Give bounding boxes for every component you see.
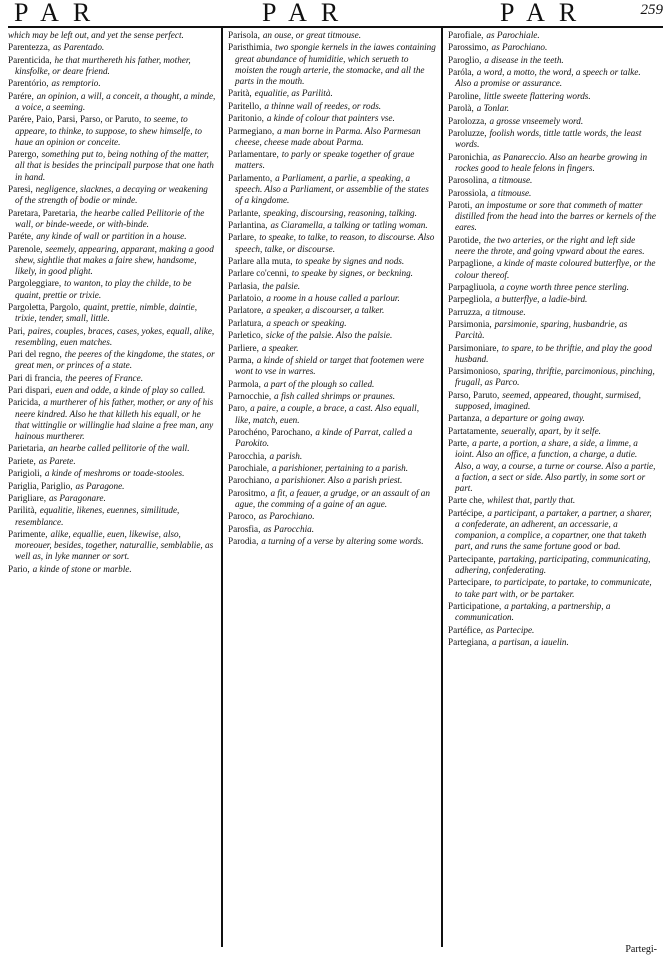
dictionary-entry <box>8 91 216 113</box>
entry-definition: a kinde of colour that painters vse. <box>266 113 395 124</box>
entry-definition: as Parochiano. <box>491 42 548 53</box>
dictionary-entry <box>8 529 216 563</box>
dictionary-entry <box>8 302 216 324</box>
entry-definition: equalitie, likenes, euennes, similitude, resemblance. <box>15 505 180 527</box>
entry-headword: Parmegiano, <box>228 125 275 136</box>
dictionary-entry <box>448 188 656 199</box>
entry-headword: Parlare alla muta, <box>228 255 293 266</box>
entry-definition: as remptorio. <box>51 78 101 89</box>
page-number: 259 <box>640 2 663 18</box>
entry-headword: Participatione, <box>448 601 502 611</box>
dictionary-entry <box>8 373 216 384</box>
dictionary-entry <box>448 103 656 114</box>
catchword: Partegi- <box>625 944 657 955</box>
dictionary-entry <box>228 318 436 329</box>
entry-definition: negligence, slacknes, a decaying or weakening of the strength of bodie or minde. <box>15 183 208 206</box>
entry-headword: Partegiana, <box>448 636 490 647</box>
entry-headword: Paroline, <box>448 90 481 101</box>
entry-definition: foolish words, tittle tattle words, the least words. <box>455 127 642 150</box>
dictionary-entry <box>8 42 216 53</box>
entry-definition: a part of the plough so called. <box>263 378 375 389</box>
dictionary-entry <box>228 220 436 231</box>
dictionary-entry <box>228 305 436 316</box>
entry-definition: an impostume or sore that commeth of matter distilled from the head into the barres or kernels of the eares. <box>455 199 656 233</box>
entry-definition: a kinde of meshroms or toade-stooles. <box>44 468 185 479</box>
entry-headword: Parpaglione, <box>448 258 495 269</box>
dictionary-entry <box>8 397 216 442</box>
dictionary-entry <box>228 173 436 207</box>
entry-headword: Parma, <box>228 355 254 366</box>
entry-definition: a paire, a couple, a brace, a cast. Also equall, like, match, euen. <box>235 403 419 425</box>
entry-headword: Parosolina, <box>448 175 490 186</box>
dictionary-entry <box>8 326 216 348</box>
column-divider-left <box>221 27 223 947</box>
entry-headword: Parolà, <box>448 103 474 114</box>
entry-definition: which may be left out, and yet the sense perfect. <box>8 30 184 40</box>
entry-definition: a kinde of shield or target that footemen were wont to vse in warres. <box>235 355 424 377</box>
dictionary-entry <box>228 268 436 279</box>
entry-definition: as Parete. <box>38 455 76 466</box>
entry-definition: a parish. <box>269 450 303 461</box>
entry-definition: to participate, to partake, to communicate, to take part with, or be partaker. <box>455 577 652 599</box>
entry-headword: Partanza, <box>448 413 482 424</box>
entry-headword: Parsimonioso, <box>448 366 501 377</box>
entry-headword: Parlantina, <box>228 219 268 230</box>
entry-definition: a speach or speaking. <box>266 317 347 328</box>
entry-headword: Parpagliuola, <box>448 281 497 292</box>
dictionary-entry <box>448 55 656 66</box>
dictionary-entry <box>8 149 216 183</box>
dictionary-entry <box>228 427 436 449</box>
entry-definition: a thinne wall of reedes, or rods. <box>264 100 382 111</box>
entry-definition: as Paragone. <box>75 480 125 491</box>
entry-definition: sparing, thriftie, parcimonious, pinching, frugall, as Parco. <box>455 366 655 388</box>
entry-headword: Parenole, <box>8 243 43 254</box>
entry-headword: Parso, Paruto, <box>448 389 500 400</box>
entry-definition: a Parliament, a parlie, a speaking, a speech. Also a Parliament, or assemblie of the states of a kingdome. <box>235 172 429 206</box>
dictionary-entry <box>8 114 216 148</box>
dictionary-entry <box>228 391 436 402</box>
entry-headword: Parigliare, <box>8 493 47 504</box>
entry-headword: Parotide, <box>448 234 481 245</box>
entry-definition: any kinde of wall or partition in a house. <box>36 231 187 242</box>
dictionary-entry <box>8 443 216 454</box>
entry-definition: a Tonlar. <box>476 103 510 114</box>
dictionary-entry <box>8 30 216 41</box>
entry-definition: a man borne in Parma. Also Parmesan cheese, cheese made about Parma. <box>235 125 421 147</box>
entry-headword: Parruzza, <box>448 306 483 317</box>
entry-headword: Partecipare, <box>448 577 492 588</box>
running-header <box>0 0 669 26</box>
entry-headword: Partécipe, <box>448 507 485 518</box>
entry-definition: alike, equallie, euen, likewise, also, moreouer, besides, together, naturallie, semblablie, as well as, in lyke manner or sort. <box>15 529 214 562</box>
entry-definition: a disease in the teeth. <box>484 54 564 65</box>
dictionary-entry <box>448 426 656 437</box>
entry-definition: a fit, a feauer, a grudge, or an assault of an ague, the comming of a gaine of an ague. <box>235 487 430 509</box>
entry-definition: the palsie. <box>262 280 301 291</box>
entry-definition: euen and odde, a kinde of play so called. <box>55 385 206 396</box>
entry-headword: Parochéno, Parochano, <box>228 427 313 438</box>
entry-definition: he that murthereth his father, mother, kinsfolke, or deare friend. <box>15 54 191 76</box>
entry-definition: to wanton, to play the childe, to be quaint, prettie or trixie. <box>15 278 192 300</box>
entry-headword: Paroglio, <box>448 54 482 65</box>
entry-definition: as Parochiano. <box>258 511 315 522</box>
entry-headword: Parsimoniare, <box>448 342 499 353</box>
entry-definition: a grosse vnseemely word. <box>489 115 584 126</box>
entry-headword: Parére, Paio, Parsi, Parso, or Paruto, <box>8 114 142 125</box>
dictionary-entry <box>8 385 216 396</box>
dictionary-entry <box>228 30 436 41</box>
entry-headword: Parossiola, <box>448 187 489 198</box>
dictionary-entry <box>228 488 436 510</box>
entry-headword: Parliere, <box>228 342 259 353</box>
dictionary-entry <box>228 101 436 112</box>
entry-definition: as Partecipe. <box>485 624 535 635</box>
entry-definition: little sweete flattering words. <box>483 90 591 101</box>
dictionary-entry <box>448 319 656 341</box>
entry-headword: Paretara, Paretaria, <box>8 207 78 218</box>
dictionary-entry <box>228 208 436 219</box>
entry-definition: partaking, participating, communicating, adhering, confederating. <box>455 553 651 576</box>
dictionary-entry <box>448 343 656 365</box>
entry-headword: Paroluzze, <box>448 127 487 138</box>
entry-headword: Paristhimia, <box>228 42 273 53</box>
entry-definition: as Panareccio. Also an hearbe growing in rockes good to heale felons in fingers. <box>455 151 648 173</box>
entry-headword: Parsimonia, <box>448 319 492 330</box>
entry-headword: Parte, <box>448 438 470 449</box>
entry-definition: the two arteries, or the right and left side neere the throte, and going vpward about the eares. <box>455 234 645 256</box>
entry-headword: Parenticida, <box>8 54 52 65</box>
entry-definition: the hearbe called Pellitorie of the wall, or binde-weede, or with-binde. <box>15 207 205 229</box>
dictionary-entry <box>8 349 216 371</box>
dictionary-entry <box>8 456 216 467</box>
entry-definition: parsimonie, sparing, husbandrie, as Parcità. <box>455 319 628 341</box>
header-right-word: PAR <box>500 0 591 27</box>
entry-definition: a turning of a verse by altering some words. <box>261 536 424 547</box>
dictionary-entry <box>448 577 656 599</box>
entry-definition: a fish called shrimps or praunes. <box>274 391 396 402</box>
entry-headword: Parofiale, <box>448 30 484 40</box>
entry-definition: a kinde of maste coloured butterflye, or the colour thereof. <box>455 258 656 280</box>
entry-definition: as Ciaramella, a talking or tatling woman. <box>270 219 428 230</box>
entry-headword: Parlamentare, <box>228 149 279 160</box>
dictionary-entry <box>228 451 436 462</box>
entry-definition: seemely, appearing, apparant, making a good shew, sightlie that makes a faire shew, handsome, likely, in good plight. <box>15 243 214 276</box>
entry-headword: Parlatore, <box>228 305 264 316</box>
entry-definition: to speake by signes and nods. <box>295 255 405 266</box>
header-left-word: PAR <box>14 0 105 27</box>
entry-headword: Parocchia, <box>228 450 267 461</box>
entry-headword: Parolozza, <box>448 115 487 126</box>
dictionary-entry <box>228 475 436 486</box>
dictionary-entry <box>448 128 656 150</box>
entry-definition: as Parentado. <box>53 42 105 53</box>
entry-headword: Paroti, <box>448 199 473 210</box>
dictionary-entry <box>448 282 656 293</box>
entry-definition: seemed, appeared, thought, surmised, supposed, imagined. <box>455 389 641 412</box>
entry-headword: Parositmo, <box>228 487 268 498</box>
entry-definition: sicke of the palsie. Also the palsie. <box>265 330 393 341</box>
entry-headword: Parilità, <box>8 505 37 516</box>
dictionary-entry <box>448 366 656 388</box>
entry-headword: Paritonio, <box>228 113 264 124</box>
entry-headword: Parosfia, <box>228 523 261 534</box>
entry-definition: a participant, a partaker, a partner, a sharer, a confederate, an adherent, an accessarie, a companion, a complice, a copartner, one that taketh part, and runs the same fortune good or bad. <box>455 507 652 552</box>
dictionary-entry <box>448 200 656 234</box>
entry-headword: Partéfice, <box>448 624 483 635</box>
dictionary-entry <box>8 231 216 242</box>
entry-definition: the peeres of France. <box>65 372 143 383</box>
entry-definition: a speaker, a discourser, a talker. <box>266 305 385 316</box>
entry-definition: a word, a motto, the word, a speech or talke. Also a promise or assurance. <box>455 67 641 89</box>
entry-headword: Parochiale, <box>228 463 270 473</box>
entry-headword: Pariete, <box>8 455 36 466</box>
entry-headword: Parergo, <box>8 149 39 160</box>
entry-headword: Parte che, <box>448 495 485 506</box>
dictionary-entry <box>448 495 656 506</box>
dictionary-entry <box>448 42 656 53</box>
entry-headword: Pario, <box>8 563 30 574</box>
dictionary-entry <box>448 438 656 494</box>
dictionary-entry <box>228 232 436 254</box>
entry-headword: Pari, <box>8 325 26 336</box>
entry-headword: Parossimo, <box>448 42 489 53</box>
entry-definition: a partisan, a iauelin. <box>492 636 569 647</box>
dictionary-entry <box>448 508 656 553</box>
dictionary-entry <box>228 524 436 535</box>
dictionary-entry <box>228 113 436 124</box>
entry-headword: Pari dispari, <box>8 385 53 396</box>
entry-headword: Parlare, <box>228 232 257 243</box>
header-center-word: PAR <box>262 0 353 27</box>
dictionary-entry <box>228 355 436 377</box>
entry-definition: paires, couples, braces, cases, yokes, equall, alike, resembling, euen matches. <box>15 325 215 347</box>
entry-headword: Pari di francia, <box>8 372 63 383</box>
entry-definition: an hearbe called pellitorie of the wall. <box>48 443 190 454</box>
entry-definition: a parishioner. Also a parish priest. <box>274 475 403 486</box>
dictionary-entry <box>228 126 436 148</box>
entry-definition: quaint, prettie, nimble, daintie, trixie, tender, small, little. <box>15 301 198 324</box>
entry-headword: Paroco, <box>228 511 256 522</box>
entry-headword: Parletico, <box>228 330 263 341</box>
entry-definition: a partaking, a partnership, a communication. <box>455 601 611 623</box>
dictionary-entry <box>448 637 656 648</box>
dictionary-entry <box>228 343 436 354</box>
dictionary-entry <box>448 152 656 174</box>
entry-definition: a kinde of Parrat, called a Parokito. <box>235 427 413 449</box>
entry-headword: Parietaria, <box>8 443 46 454</box>
entry-headword: Pariglia, Pariglio, <box>8 480 73 491</box>
dictionary-entry <box>8 468 216 479</box>
entry-headword: Paresi, <box>8 183 33 194</box>
entry-headword: Parentório, <box>8 78 49 89</box>
entry-headword: Parochiano, <box>228 475 272 486</box>
dictionary-entry <box>448 235 656 257</box>
entry-headword: Parodia, <box>228 536 259 547</box>
entry-definition: a departure or going away. <box>484 413 585 424</box>
entry-headword: Parlare co'cenni, <box>228 268 289 279</box>
dictionary-entry <box>8 184 216 206</box>
entry-definition: an ouse, or great titmouse. <box>262 30 361 40</box>
entry-headword: Parlasia, <box>228 280 260 291</box>
dictionary-entry <box>8 505 216 527</box>
entry-headword: Pari del regno, <box>8 349 62 360</box>
entry-headword: Pargoletta, Pargolo, <box>8 301 81 312</box>
entry-definition: as Parochiale. <box>486 30 540 40</box>
entry-headword: Paricida, <box>8 397 41 408</box>
column-left <box>8 30 216 950</box>
dictionary-entry <box>8 78 216 89</box>
entry-definition: a butterflye, a ladie-bird. <box>495 294 588 305</box>
dictionary-entry <box>228 281 436 292</box>
entry-definition: a titmouse. <box>485 306 526 317</box>
entry-headword: Parentezza, <box>8 42 51 53</box>
entry-headword: Parlamento, <box>228 172 273 183</box>
entry-headword: Parnocchie, <box>228 391 272 402</box>
entry-headword: Paritello, <box>228 100 262 111</box>
entry-definition: an opinion, a will, a conceit, a thought, a minde, a voice, a seeming. <box>15 90 216 112</box>
dictionary-entry <box>228 463 436 474</box>
entry-definition: a titmouse. <box>492 175 533 186</box>
entry-headword: Parlante, <box>228 207 261 218</box>
dictionary-entry <box>228 536 436 547</box>
dictionary-entry <box>448 625 656 636</box>
column-middle <box>228 30 436 950</box>
dictionary-entry <box>228 256 436 267</box>
dictionary-entry <box>8 278 216 300</box>
entry-definition: as Parocchia. <box>263 523 315 534</box>
dictionary-entry <box>448 258 656 280</box>
entry-headword: Parisola, <box>228 30 260 40</box>
entry-headword: Parmola, <box>228 378 261 389</box>
dictionary-entry <box>228 42 436 87</box>
entry-headword: Partatamente, <box>448 425 499 436</box>
dictionary-entry <box>448 601 656 623</box>
column-divider-right <box>441 27 443 947</box>
dictionary-entry <box>8 564 216 575</box>
dictionary-entry <box>8 55 216 77</box>
entry-definition: a coyne worth three pence sterling. <box>499 281 629 292</box>
entry-definition: to speake, to talke, to reason, to discourse. Also speech, talke, or discourse. <box>235 232 435 254</box>
entry-headword: Parlatoio, <box>228 293 264 304</box>
dictionary-entry <box>228 379 436 390</box>
entry-definition: a murtherer of his father, mother, or any of his neere kindred. Also he that killeth his equall, or he that wittinglie or willinglie had slaine a free man, any hainous murtherer. <box>15 397 214 442</box>
dictionary-entry <box>448 413 656 424</box>
dictionary-entry <box>8 481 216 492</box>
entry-definition: a speaker. <box>261 342 299 353</box>
entry-headword: Paro, <box>228 403 248 414</box>
dictionary-entry <box>228 88 436 99</box>
column-right <box>448 30 656 950</box>
dictionary-entry <box>448 30 656 41</box>
entry-headword: Pargoleggiare, <box>8 278 62 289</box>
dictionary-entry <box>228 149 436 171</box>
entry-headword: Parigioli, <box>8 468 42 479</box>
entry-headword: Parimente, <box>8 529 48 540</box>
dictionary-entry <box>228 330 436 341</box>
entry-headword: Parlatura, <box>228 317 264 328</box>
dictionary-entry <box>8 244 216 278</box>
entry-definition: equalitie, as Parilità. <box>254 88 333 99</box>
entry-definition: a parishioner, pertaining to a parish. <box>272 463 409 473</box>
entry-headword: Parpegliola, <box>448 294 493 305</box>
entry-definition: to spare, to be thriftie, and play the good husband. <box>455 342 652 364</box>
dictionary-entry <box>228 511 436 522</box>
entry-definition: two spongie kernels in the iawes containing great abundance of humiditie, which serueth to moisten the rough arterie, the stomacke, and all the parts in the mouth. <box>235 42 436 86</box>
entry-definition: a parte, a portion, a share, a side, a limme, a ioint. Also an office, a function, a charge, a dutie. Also, a way, a course, a turne or course. Also a partie, a faction, a sect or side. Also partly, in some sort or part. <box>455 438 656 494</box>
dictionary-entry <box>448 67 656 89</box>
dictionary-entry <box>448 175 656 186</box>
entry-definition: seuerally, apart, by it selfe. <box>501 425 601 436</box>
entry-definition: a kinde of stone or marble. <box>32 563 132 574</box>
entry-definition: a roome in a house called a parlour. <box>266 293 400 304</box>
entry-definition: whilest that, partly that. <box>487 495 576 506</box>
entry-definition: a titmouse. <box>491 187 532 198</box>
entry-headword: Paréte, <box>8 231 34 242</box>
header-rule <box>8 26 663 28</box>
dictionary-entry <box>448 294 656 305</box>
entry-headword: Parére, <box>8 90 34 101</box>
entry-headword: Paronichia, <box>448 151 490 162</box>
entry-headword: Paróla, <box>448 67 474 78</box>
entry-definition: to parly or speake together of graue matters. <box>235 149 415 171</box>
dictionary-entry <box>448 91 656 102</box>
entry-definition: speaking, discoursing, reasoning, talking. <box>263 207 417 218</box>
dictionary-entry <box>448 554 656 576</box>
dictionary-entry <box>8 208 216 230</box>
dictionary-entry <box>448 116 656 127</box>
dictionary-entry <box>8 493 216 504</box>
entry-headword: Partecipante, <box>448 553 496 564</box>
dictionary-entry <box>228 293 436 304</box>
entry-definition: the peeres of the kingdome, the states, or great men, or princes of a state. <box>15 349 215 371</box>
dictionary-entry <box>228 403 436 425</box>
dictionary-entry <box>448 390 656 412</box>
entry-definition: something put to, being nothing of the matter, all that is besides the principall purpose that one hath in hand. <box>15 149 214 182</box>
entry-definition: to seeme, to appeare, to thinke, to suppose, to shew himselfe, to haue an opinion or conceite. <box>15 114 202 147</box>
entry-definition: as Paragonare. <box>48 493 106 504</box>
dictionary-entry <box>448 307 656 318</box>
entry-definition: to speake by signes, or beckning. <box>291 268 413 279</box>
entry-headword: Parità, <box>228 88 252 99</box>
